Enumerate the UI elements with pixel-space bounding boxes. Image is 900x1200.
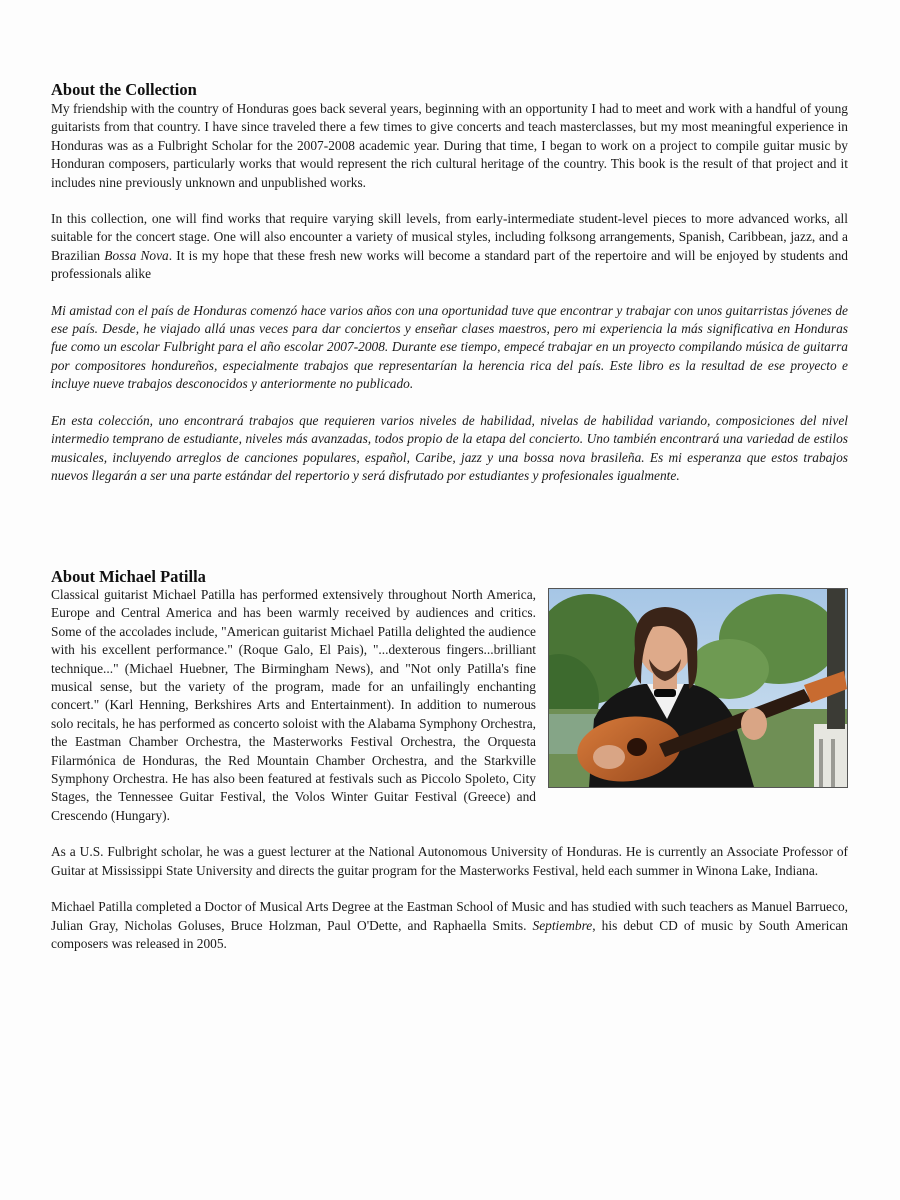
bio-p3-text-a: Michael Patilla completed a Doctor of Musical Arts Degree at the Eastman School of Music and has studied with such teachers as Manuel Barrueco, Julian Gray, Nicholas Goluses, Bruce Holzman, Paul O'Dette, and Raphaella Smits. xyxy=(51,899,848,933)
collection-heading: About the Collection xyxy=(51,80,197,99)
bio-paragraph-1: Classical guitarist Michael Patilla has performed extensively throughout North America, Europe and Central America and has been warmly received by audiences and critics. Some of the accolades include, "American guitarist Michael Patilla delighted the audience with his excellent performance." (Roque Galo, El Pais), "...dexterous fingers...brilliant technique..." (Michael Huebner, The Birmingham News), and "Not only Patilla's fine musical sense, but the variety of the program, made for an unfailingly enchanting concert." (Karl Henning, Berkshires Arts and Entertainment). In addition to numerous solo recitals, he has performed as concerto soloist with the Alabama Symphony Orchestra, the Eastman Chamber Orchestra, the Masterworks Festival Orchestra, the Orquesta Filarmónica de Honduras, the Red Mountain Chamber Orchestra, and the Starkville Symphony Orchestra. He has also been featured at festivals such as Piccolo Spoleto, City Stages, the Tennessee Guitar Festival, the Volos Winter Guitar Festival (Greece) and Crescendo (Hungary). xyxy=(51,587,536,823)
collection-p2-text-a: In this collection, one will find works that require varying skill levels, from early-intermediate student-level pieces to more advanced works, all suitable for the concert stage. One will also encounter a variety of musical styles, including folksong arrangements, Spanish, Caribbean, jazz, and a Brazilian xyxy=(51,211,848,263)
septiembre-emphasis: Septiembre xyxy=(532,917,593,933)
bossa-nova-emphasis: Bossa Nova xyxy=(104,247,169,263)
about-michael-patilla-section xyxy=(51,567,848,953)
bio-p3-text-b: , his debut CD of music by South American composers was released in 2005. xyxy=(51,917,848,951)
bio-paragraph-3 xyxy=(51,898,848,953)
collection-p2-text-b: . It is my hope that these fresh new works will become a standard part of the repertoire and will be enjoyed by students and professionals alike xyxy=(51,247,848,282)
bio-paragraph-2: As a U.S. Fulbright scholar, he was a guest lecturer at the National Autonomous University of Honduras. He is currently an Associate Professor of Guitar at Mississippi State University and directs the guitar program for the Masterworks Festival, held each summer in Winona Lake, Indiana. xyxy=(51,844,848,878)
guitarist-illustration xyxy=(549,589,847,787)
collection-spanish-paragraph-1: Mi amistad con el país de Honduras comenzó hace varios años con una oportunidad tuve que encontrar y trabajar con unos guitarristas jóvenes de ese país. Desde, he viajado allá unas veces para dar conciertos y enseñar clases maestros, pero mi experiencia la más significativa en Honduras fue como un escolar Fulbright para el año escolar 2007-2008. Durante ese tiempo, empecé trabajar en un proyecto compilando música de guitarra por compositores hondureños, especialmente trabajos que representarían la herencia rica del país. Este libro es la resultad de ese proyecto e incluye nueve trabajos desconocidos y anteriormente no publicado. xyxy=(51,302,848,392)
bio-heading: About Michael Patilla xyxy=(51,567,206,586)
collection-paragraph-1: My friendship with the country of Honduras goes back several years, beginning with an opportunity I had to meet and work with a handful of young guitarists from that country. I have since traveled there a few times to give concerts and teach masterclasses, but my most meaningful experience in Honduras was as a Fulbright Scholar for the 2007-2008 academic year. During that time, I began to work on a project to compile guitar music by Honduran composers, particularly works that would represent the rich cultural heritage of the country. This book is the result of that project and it includes nine previously unknown and unpublished works. xyxy=(51,101,848,190)
about-collection-section xyxy=(51,80,848,485)
collection-spanish-paragraph-2: En esta colección, uno encontrará trabajos que requieren varios niveles de habilidad, nivelas de habilidad variando, composiciones del nivel intermedio temprano de estudiante, niveles más avanzadas, todos propio de la etapa del concierto. Uno también encontrará una variedad de estilos musicales, incluyendo arreglos de canciones populares, español, Caribe, jazz y una bossa nova brasileña. Es mi esperanza que estos trabajos nuevos llegarán a ser una parte estándar del repertorio y será disfrutado por estudiantes y profesionales igualmente. xyxy=(51,412,848,483)
collection-paragraph-2 xyxy=(51,210,848,284)
guitarist-photo xyxy=(548,588,848,788)
